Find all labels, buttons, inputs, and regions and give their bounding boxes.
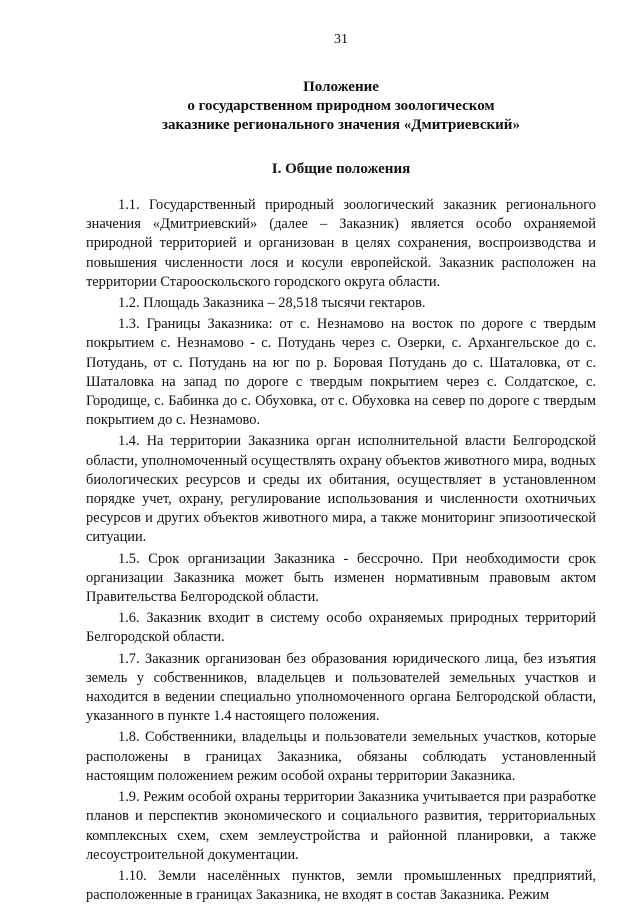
- paragraph-1-9: 1.9. Режим особой охраны территории Заказника учитывается при разработке планов и перспектив экономического и социального развития, территориальных комплексных схем, схем землеустройства и районной планировки, а также лесоустроительной документации.: [86, 789, 596, 863]
- title-line-1: Положение: [303, 79, 379, 95]
- paragraph-1-3: 1.3. Границы Заказника: от с. Незнамово на восток по дороге с твердым покрытием с. Незнамово - с. Потудань через с. Озерки, с. Архангельское до с. Потудань, от с. Потудань на юг по р. Боровая Потудань до с. Шаталовка, от с. Шаталовка на запад по дороге с твердым покрытием через с. Солдатское, с. Городище, с. Бабинка до с. Обуховка, от с. Обуховка на север по дороге с твердым покрытием до с. Незнамово.: [86, 316, 596, 429]
- paragraph-1-7: 1.7. Заказник организован без образования юридического лица, без изъятия земель у собственников, владельцев и пользователей земельных участков и находится в ведении специально уполномоченного органа Белгородской области, указанного в пункте 1.4 настоящего положения.: [86, 650, 596, 725]
- paragraph-1-2: 1.2. Площадь Заказника – 28,518 тысячи гектаров.: [118, 295, 426, 312]
- document-title: [86, 78, 596, 135]
- paragraph-1-8: 1.8. Собственники, владельцы и пользователи земельных участков, которые расположены в границах Заказника, обязаны соблюдать установленный настоящим положением режим особой охраны территории Заказника.: [86, 729, 596, 784]
- title-line-2: о государственном природном зоологическом: [187, 98, 495, 114]
- paragraph-1-6: 1.6. Заказник входит в систему особо охраняемых природных территорий Белгородской области.: [86, 610, 596, 646]
- title-line-3: заказнике регионального значения «Дмитриевский»: [162, 117, 520, 133]
- page-number: 31: [334, 32, 348, 47]
- section-heading: I. Общие положения: [271, 161, 411, 177]
- paragraph-1-10: 1.10. Земли населённых пунктов, земли промышленных предприятий, расположенные в границах Заказника, не входят в состав Заказника. Режим: [86, 867, 596, 904]
- paragraph-1-5: 1.5. Срок организации Заказника - бессрочно. При необходимости срок организации Заказника может быть изменен нормативным правовым актом Правительства Белгородской области.: [86, 550, 596, 606]
- paragraph-1-4: 1.4. На территории Заказника орган исполнительной власти Белгородской области, уполномоченный осуществлять охрану объектов животного мира, водных биологических ресурсов и среды их обитания, осуществляет в установленном порядке учет, охрану, регулирование использования и численности охотничьих ресурсов и других объектов животного мира, а также мониторинг эпизоотической ситуации.: [86, 433, 596, 546]
- paragraph-1-1: 1.1. Государственный природный зоологический заказник регионального значения «Дмитриевский» (далее – Заказник) является особо охраняемой природной территорией и организован в целях сохранения, воспроизводства и повышения численности лося и косули европейской. Заказник расположен на территории Старооскольского городского округа области.: [86, 197, 596, 290]
